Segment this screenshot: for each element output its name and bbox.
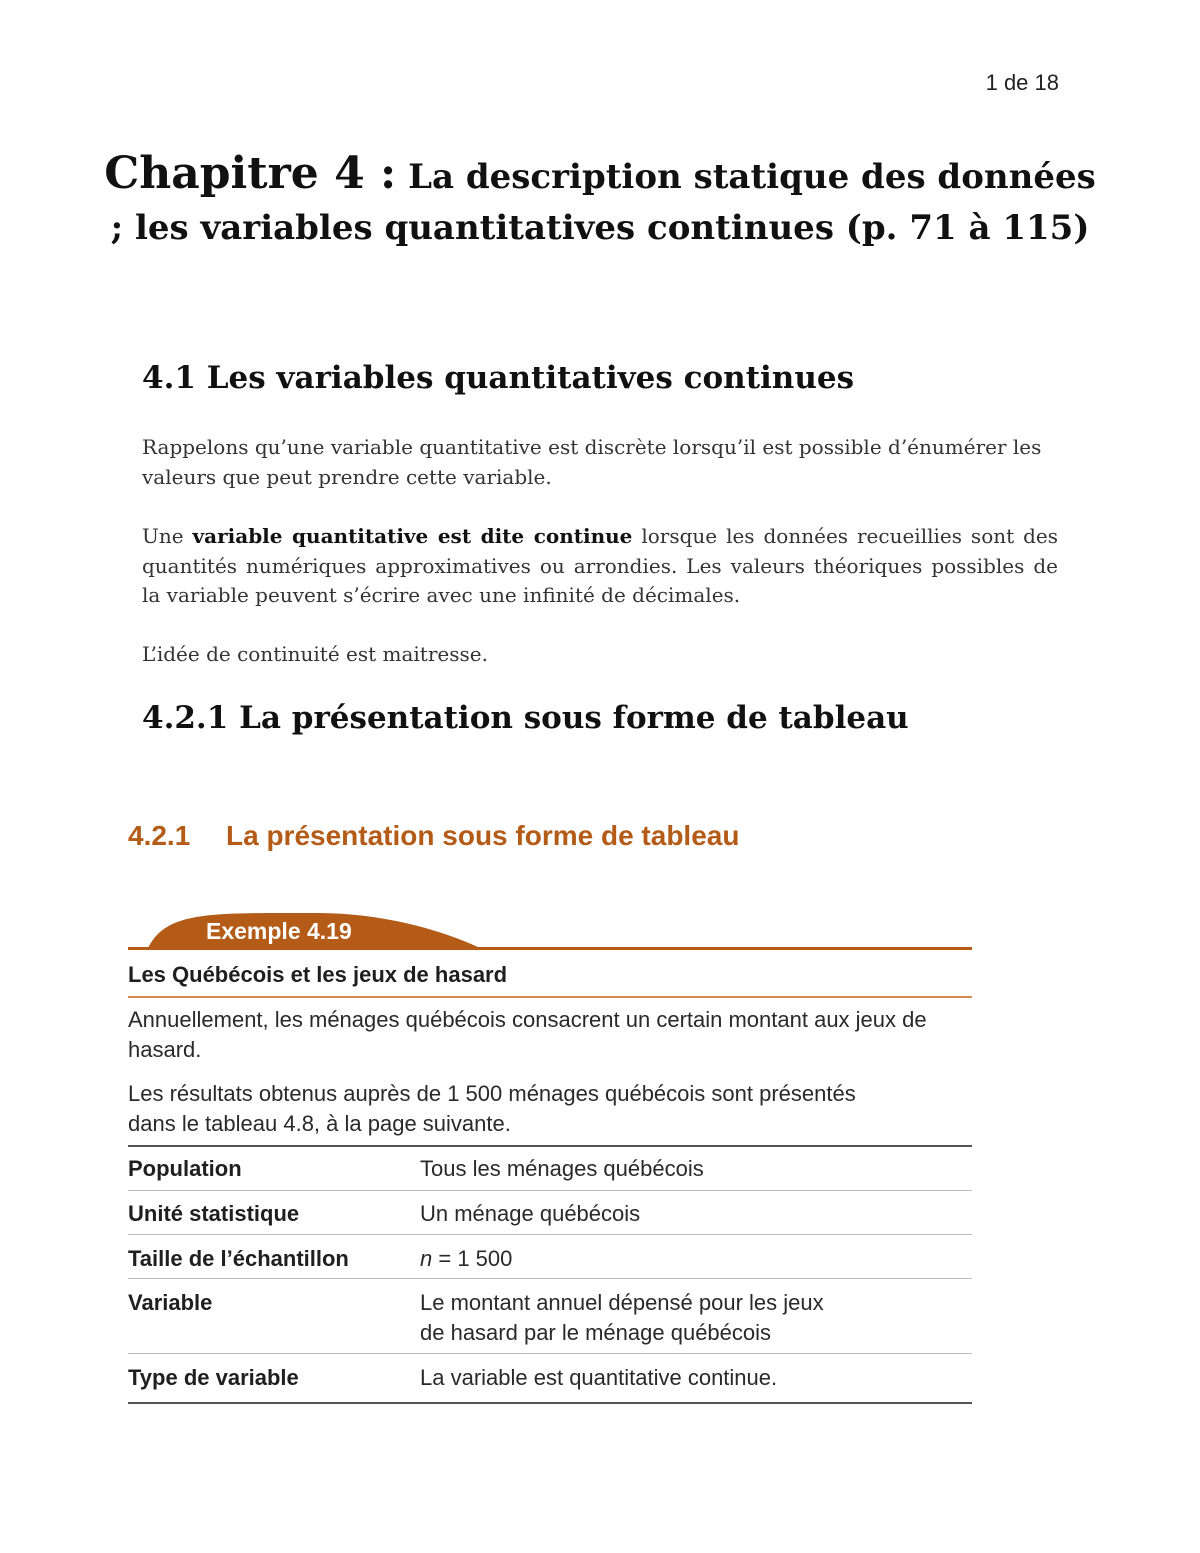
table-row-divider <box>128 1234 972 1235</box>
table-value-variable-type: La variable est quantitative continue. <box>420 1365 778 1390</box>
paragraph-continuity: L’idée de continuité est maitresse. <box>142 642 488 666</box>
table-row-divider <box>128 1278 972 1279</box>
paragraph-continuous-definition: Une variable quantitative est dite continue lorsque les données recueillies sont des quantités numériques approximatives ou arrondies. Les valeurs théoriques possibles de la variable peuvent s’écrire avec une infinité de décimales. <box>142 524 1058 607</box>
excerpt-heading-number: 4.2.1 <box>128 820 191 851</box>
example-label: Exemple 4.19 <box>206 918 352 944</box>
table-label-variable-type: Type de variable <box>128 1365 299 1390</box>
example-text-2: Les résultats obtenus auprès de 1 500 ménages québécois sont présentés dans le tableau 4.8, à la page suivante. <box>128 1081 856 1136</box>
table-value-sample-size: n = 1 500 <box>420 1246 513 1271</box>
page-number: 1 de 18 <box>985 70 1059 95</box>
table-row-divider <box>128 1353 972 1354</box>
table-label-unit: Unité statistique <box>128 1201 300 1226</box>
table-bottom-rule <box>128 1402 972 1404</box>
example-title: Les Québécois et les jeux de hasard <box>128 962 508 987</box>
table-label-variable: Variable <box>128 1290 213 1315</box>
example-text-1: Annuellement, les ménages québécois consacrent un certain montant aux jeux de hasard. <box>128 1007 927 1062</box>
section-heading-4-1: 4.1 Les variables quantitatives continues <box>142 360 855 396</box>
chapter-number: Chapitre 4 : <box>104 148 397 199</box>
table-label-population: Population <box>128 1156 242 1181</box>
section-heading-4-2-1: 4.2.1 La présentation sous forme de tableau <box>142 700 909 736</box>
page-title <box>100 148 1100 254</box>
table-value-variable: Le montant annuel dépensé pour les jeux de hasard par le ménage québécois <box>420 1290 824 1345</box>
definition-term: variable quantitative est dite continue <box>192 524 633 548</box>
table-value-population: Tous les ménages québécois <box>420 1156 704 1181</box>
table-value-unit: Un ménage québécois <box>420 1201 641 1226</box>
table-row-divider <box>128 1190 972 1191</box>
table-top-rule <box>128 1145 972 1147</box>
table-label-sample-size: Taille de l’échantillon <box>128 1246 349 1271</box>
excerpt-heading-text: La présentation sous forme de tableau <box>226 820 740 851</box>
paragraph-discrete-reminder: Rappelons qu’une variable quantitative est discrète lorsqu’il est possible d’énumérer les valeurs que peut prendre cette variable. <box>142 435 1042 489</box>
divider <box>128 996 972 998</box>
excerpt-heading <box>128 820 739 852</box>
chapter-title: La description statique des données ; les variables quantitatives continues (p. 71 à 115) <box>110 157 1096 248</box>
